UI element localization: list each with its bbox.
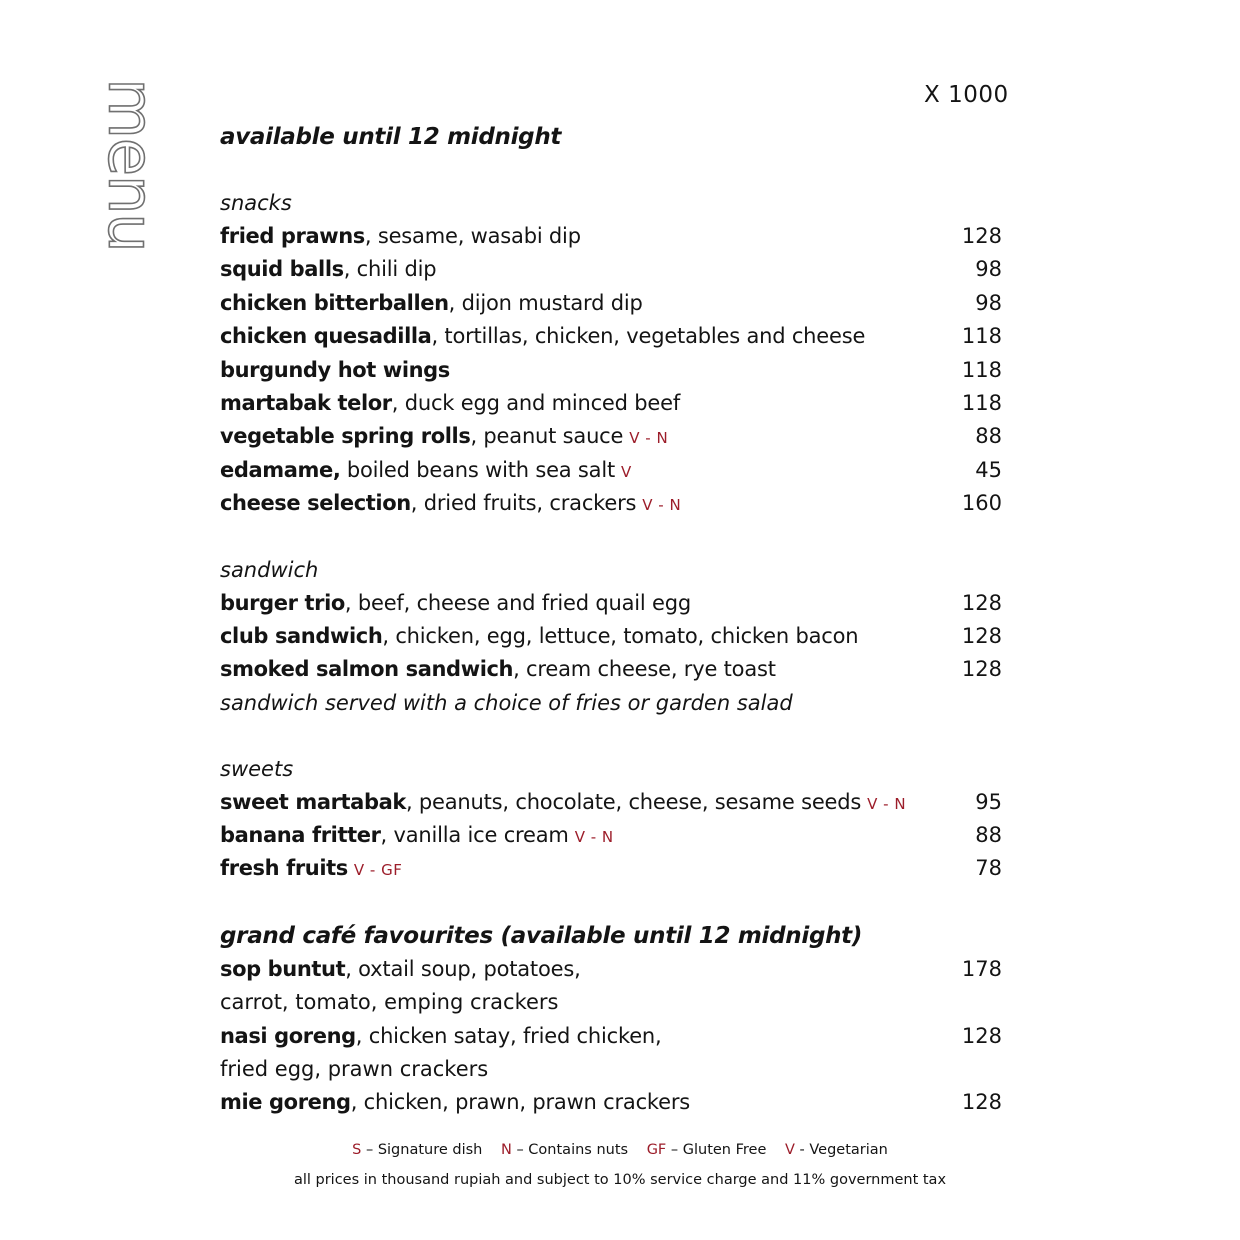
price-unit-label: X 1000 (924, 82, 1009, 108)
menu-item: smoked salmon sandwich, cream cheese, rye toast 128 (220, 653, 1002, 686)
legend-gluten-free: GF – Gluten Free (646, 1142, 767, 1158)
item-price: 128 (961, 657, 1002, 682)
item-description-continued: fried egg, prawn crackers (220, 1057, 489, 1082)
snacks-list (220, 220, 1002, 521)
item-price: 78 (975, 856, 1002, 881)
item-price: 128 (961, 590, 1002, 615)
item-price: 98 (975, 257, 1002, 282)
sweets-list (220, 786, 1002, 886)
menu-item: sweet martabak, peanuts, chocolate, cheese, sesame seeds V - N 95 (220, 786, 1002, 819)
menu-item: burger trio, beef, cheese and fried quail egg 128 (220, 587, 1002, 620)
menu-item: club sandwich, chicken, egg, lettuce, tomato, chicken bacon 128 (220, 620, 1002, 653)
sandwich-note: sandwich served with a choice of fries or garden salad (220, 690, 793, 715)
item-price: 118 (961, 390, 1002, 415)
menu-item: fresh fruits V - GF 78 (220, 852, 1002, 885)
menu-title-text: menu (94, 78, 168, 252)
item-price: 118 (961, 324, 1002, 349)
menu-item: edamame, boiled beans with sea salt V 45 (220, 454, 1002, 487)
item-price: 118 (961, 357, 1002, 382)
menu-vertical-title (96, 80, 166, 250)
diet-tags: V (621, 462, 632, 481)
menu-item: nasi goreng, chicken satay, fried chicken, 128 (220, 1020, 1002, 1053)
menu-item: sop buntut, oxtail soup, potatoes, 178 (220, 953, 1002, 986)
dietary-legend (0, 1142, 1240, 1158)
item-price: 98 (975, 290, 1002, 315)
section-snacks-label: snacks (220, 191, 292, 215)
item-price: 95 (975, 789, 1002, 814)
menu-item: banana fritter, vanilla ice cream V - N 88 (220, 819, 1002, 852)
menu-item: chicken bitterballen, dijon mustard dip 98 (220, 287, 1002, 320)
price-footnote: all prices in thousand rupiah and subject to 10% service charge and 11% government tax (293, 1172, 947, 1188)
item-price: 88 (975, 823, 1002, 848)
sandwich-list (220, 587, 1002, 720)
legend-signature: S – Signature dish (352, 1142, 483, 1158)
grand-cafe-list (220, 953, 1002, 1120)
menu-item: fried prawns, sesame, wasabi dip 128 (220, 220, 1002, 253)
availability-heading: available until 12 midnight (220, 124, 562, 150)
diet-tags: V - GF (353, 861, 403, 880)
item-price: 45 (975, 457, 1002, 482)
item-price: 128 (961, 1023, 1002, 1048)
item-price: 178 (961, 956, 1002, 981)
diet-tags: V - N (642, 496, 682, 515)
menu-item: cheese selection, dried fruits, crackers V - N 160 (220, 487, 1002, 520)
diet-tags: V - N (867, 794, 907, 813)
menu-item: chicken quesadilla, tortillas, chicken, vegetables and cheese 118 (220, 320, 1002, 353)
menu-item: squid balls, chili dip 98 (220, 253, 1002, 286)
section-grand-cafe-heading: grand café favourites (available until 12 midnight) (220, 922, 863, 949)
menu-item: vegetable spring rolls, peanut sauce V - N 88 (220, 420, 1002, 453)
item-price: 128 (961, 1090, 1002, 1115)
legend-nuts: N – Contains nuts (500, 1142, 629, 1158)
diet-tags: V - N (574, 828, 614, 847)
menu-content (220, 120, 1002, 1120)
item-price: 160 (961, 491, 1002, 516)
item-price: 128 (961, 623, 1002, 648)
section-sandwich-label: sandwich (220, 557, 319, 582)
item-price: 88 (975, 424, 1002, 449)
diet-tags: V - N (629, 429, 669, 448)
legend-vegetarian: V - Vegetarian (784, 1142, 888, 1158)
menu-item: burgundy hot wings 118 (220, 354, 1002, 387)
section-sweets-label: sweets (220, 756, 294, 781)
menu-item: martabak telor, duck egg and minced beef 118 (220, 387, 1002, 420)
menu-item: mie goreng, chicken, prawn, prawn crackers 128 (220, 1086, 1002, 1119)
item-description-continued: carrot, tomato, emping crackers (220, 990, 559, 1015)
item-price: 128 (961, 224, 1002, 248)
